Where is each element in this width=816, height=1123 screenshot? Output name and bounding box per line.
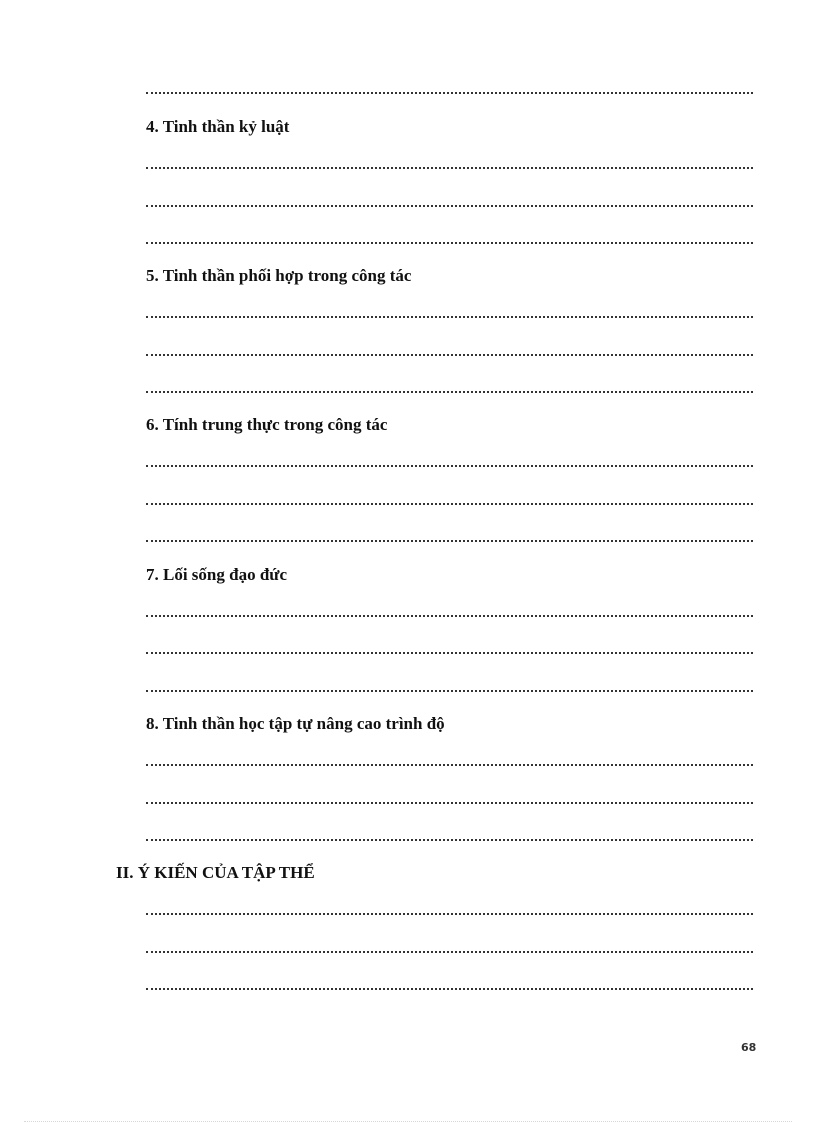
answer-line[interactable] [146, 988, 753, 990]
answer-line[interactable] [146, 690, 753, 692]
answer-line[interactable] [146, 764, 753, 766]
criterion-6-heading: 6. Tính trung thực trong công tác [146, 415, 388, 434]
answer-line[interactable] [146, 615, 753, 617]
answer-line[interactable] [146, 652, 753, 654]
answer-line[interactable] [146, 92, 753, 94]
answer-line[interactable] [146, 316, 753, 318]
answer-line[interactable] [146, 540, 753, 542]
criterion-5-heading: 5. Tinh thần phối hợp trong công tác [146, 266, 412, 285]
answer-line[interactable] [146, 391, 753, 393]
answer-line[interactable] [146, 354, 753, 356]
answer-line[interactable] [146, 167, 753, 169]
answer-line[interactable] [146, 205, 753, 207]
criterion-4-heading: 4. Tinh thần kỷ luật [146, 117, 290, 136]
page-bottom-divider [24, 1121, 792, 1122]
page-number: 68 [741, 1041, 757, 1054]
criterion-7-heading: 7. Lối sống đạo đức [146, 565, 288, 584]
answer-line[interactable] [146, 839, 753, 841]
section-2-heading: II. Ý KIẾN CỦA TẬP THỂ [116, 863, 315, 882]
answer-line[interactable] [146, 503, 753, 505]
answer-line[interactable] [146, 465, 753, 467]
answer-line[interactable] [146, 242, 753, 244]
answer-line[interactable] [146, 951, 753, 953]
answer-line[interactable] [146, 913, 753, 915]
answer-line[interactable] [146, 802, 753, 804]
criterion-8-heading: 8. Tinh thần học tập tự nâng cao trình độ [146, 714, 445, 733]
